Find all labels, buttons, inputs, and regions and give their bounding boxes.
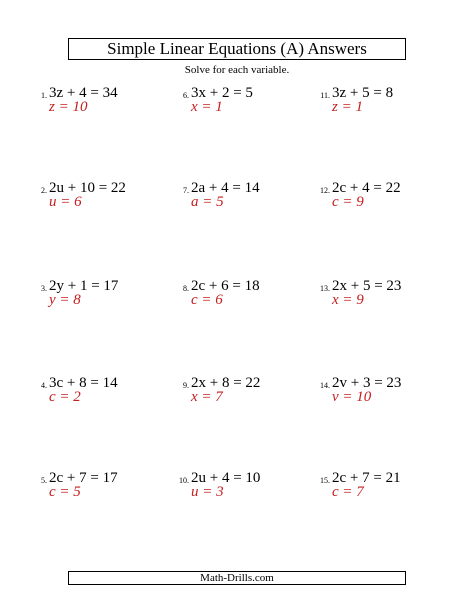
problem-number: 13.: [320, 284, 330, 293]
problem-equation: 2x + 5 = 23: [332, 278, 402, 294]
problem-answer: x = 9: [332, 292, 364, 308]
problem-number: 8.: [183, 284, 189, 293]
problem-answer: v = 10: [332, 389, 372, 405]
problem-item: [317, 180, 437, 214]
problem-equation: 3c + 8 = 14: [49, 375, 118, 391]
problem-item: [34, 375, 154, 409]
problem-number: 9.: [183, 381, 189, 390]
problem-equation: 2u + 10 = 22: [49, 180, 126, 196]
problem-answer: z = 1: [332, 99, 363, 115]
problem-item: [176, 470, 296, 504]
problem-equation: 2u + 4 = 10: [191, 470, 261, 486]
problem-number: 1.: [41, 91, 47, 100]
problem-equation: 2v + 3 = 23: [332, 375, 402, 391]
problem-number: 15.: [320, 476, 330, 485]
problem-number: 2.: [41, 186, 47, 195]
problem-equation: 3z + 5 = 8: [332, 85, 394, 101]
problem-equation: 2x + 8 = 22: [191, 375, 261, 391]
instructions: Solve for each variable.: [184, 64, 290, 76]
problem-equation: 2a + 4 = 14: [191, 180, 260, 196]
problem-item: [176, 278, 296, 312]
problem-answer: a = 5: [191, 194, 224, 210]
page-title-box: [68, 38, 406, 60]
problem-answer: y = 8: [49, 292, 81, 308]
problem-answer: u = 3: [191, 484, 224, 500]
page-title: Simple Linear Equations (A) Answers: [107, 39, 367, 58]
problem-answer: c = 9: [332, 194, 364, 210]
problem-equation: 3z + 4 = 34: [49, 85, 118, 101]
problem-number: 3.: [41, 284, 47, 293]
problem-equation: 2c + 7 = 17: [49, 470, 118, 486]
problem-item: [34, 278, 154, 312]
footer-box: [68, 571, 406, 585]
problem-number: 7.: [183, 186, 189, 195]
problem-number: 5.: [41, 476, 47, 485]
problem-answer: c = 7: [332, 484, 364, 500]
problem-item: [34, 470, 154, 504]
problem-answer: c = 2: [49, 389, 81, 405]
problem-item: [317, 375, 437, 409]
problem-number: 11.: [320, 91, 330, 100]
problem-number: 10.: [179, 476, 189, 485]
problem-equation: 3x + 2 = 5: [191, 85, 253, 101]
problem-answer: c = 5: [49, 484, 81, 500]
problem-item: [34, 180, 154, 214]
problem-answer: u = 6: [49, 194, 82, 210]
problem-item: [317, 85, 437, 119]
problem-number: 4.: [41, 381, 47, 390]
problem-item: [176, 375, 296, 409]
problem-number: 6.: [183, 91, 189, 100]
problem-answer: z = 10: [49, 99, 88, 115]
problem-equation: 2c + 6 = 18: [191, 278, 260, 294]
problem-answer: x = 1: [191, 99, 223, 115]
problem-item: [176, 85, 296, 119]
problem-equation: 2c + 4 = 22: [332, 180, 401, 196]
problem-number: 14.: [320, 381, 330, 390]
problem-item: [34, 85, 154, 119]
problem-equation: 2c + 7 = 21: [332, 470, 401, 486]
problem-equation: 2y + 1 = 17: [49, 278, 119, 294]
problem-item: [317, 470, 437, 504]
problem-item: [176, 180, 296, 214]
problem-answer: x = 7: [191, 389, 223, 405]
footer-site: Math-Drills.com: [200, 572, 274, 584]
problem-item: [317, 278, 437, 312]
problem-number: 12.: [320, 186, 330, 195]
problem-answer: c = 6: [191, 292, 223, 308]
